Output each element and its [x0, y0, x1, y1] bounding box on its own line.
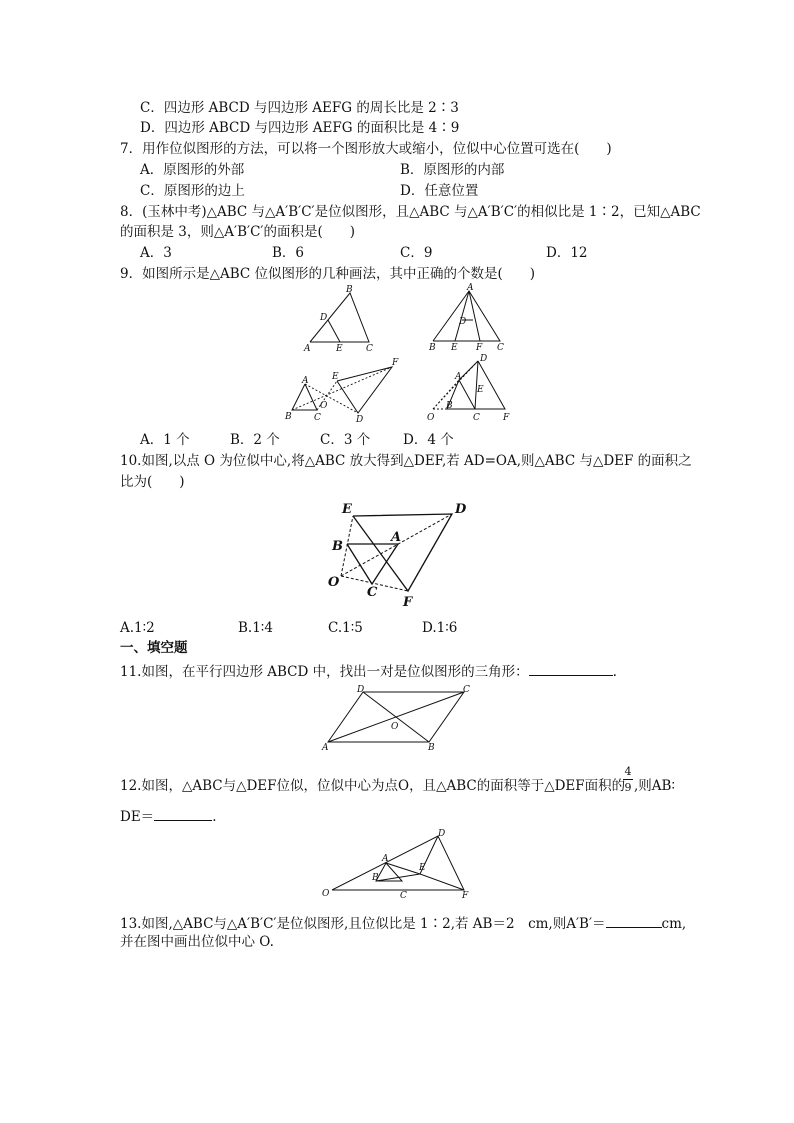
q9-option-c: C．3 个: [320, 432, 371, 448]
q12-fraction-denominator: 9: [624, 781, 632, 794]
q7-option-a: A．原图形的外部: [140, 162, 245, 178]
q12-stem-line1a: 12.如图，△ABC与△DEF位似，位似中心为点O，且△ABC的面积等于△DEF面积的: [120, 778, 626, 794]
q13-stem-line1: [120, 913, 686, 933]
fig3-label-a: A: [302, 376, 309, 386]
fig1-label-b: B: [346, 285, 353, 295]
fig1-label-c: C: [366, 344, 373, 354]
q13-stem-line2: 并在图中画出位似中心 O.: [120, 934, 274, 950]
q12-label-f: F: [462, 891, 469, 901]
q12-label-e: E: [419, 863, 426, 873]
q12-figure: [316, 826, 476, 902]
fig1-label-a: A: [304, 344, 311, 354]
fig4-label-f: F: [503, 413, 510, 423]
q10-option-a: A.1∶2: [120, 620, 155, 636]
fig4-label-a: A: [455, 372, 462, 382]
q7-option-d: D．任意位置: [400, 183, 479, 199]
q10-label-e: E: [342, 502, 352, 517]
q8-stem-line2: 的面积是 3，则△A′B′C′的面积是( ): [120, 224, 355, 240]
q9-option-a: A．1 个: [140, 432, 190, 448]
fig2-label-e: E: [451, 343, 458, 353]
fig3-label-c: C: [314, 413, 321, 423]
q10-stem-line1: 10.如图,以点 O 为位似中心,将△ABC 放大得到△DEF,若 AD=OA,则△ABC 与△DEF 的面积之: [120, 453, 692, 469]
q13-stem-line1a: 13.如图,△ABC与△A′B′C′是位似图形,且位似比是 1∶2,若 AB＝2 cm,则A′B′＝: [120, 916, 606, 932]
fig4-label-d: D: [480, 354, 488, 364]
q11-answer-blank[interactable]: [529, 661, 613, 676]
fig4-label-c: C: [473, 413, 480, 423]
q11-stem: [120, 661, 617, 681]
q10-option-c: C.1∶5: [328, 620, 363, 636]
q8-option-d: D．12: [546, 245, 588, 261]
q10-stem-line2: 比为( ): [120, 474, 185, 490]
q7-option-c: C．原图形的边上: [140, 183, 245, 199]
q11-label-a: A: [322, 743, 329, 753]
fig2-label-b: B: [429, 343, 436, 353]
fig3-label-e: E: [332, 372, 339, 382]
q11-stem-text: 11.如图，在平行四边形 ABCD 中，找出一对是位似图形的三角形：: [120, 664, 529, 680]
q13-answer-blank[interactable]: [606, 913, 662, 928]
q10-label-f: F: [403, 595, 413, 610]
q9-figure-4: [425, 352, 520, 428]
fig3-label-d: D: [356, 415, 364, 425]
q6-option-d: D．四边形 ABCD 与四边形 AEFG 的面积比是 4∶9: [140, 120, 460, 136]
q12-label-o: O: [322, 889, 330, 899]
q11-label-d: D: [357, 685, 365, 695]
q10-label-c: C: [367, 585, 378, 600]
q13-stem-line1b: cm,: [661, 916, 687, 932]
q10-label-o: O: [328, 575, 340, 590]
q11-label-c: C: [463, 685, 470, 695]
q12-label-a: A: [382, 854, 389, 864]
fig1-label-d: D: [320, 313, 328, 323]
fig2-label-d: D: [459, 317, 467, 327]
q12-stem-line1b: ,则AB∶: [634, 778, 675, 794]
q12-stem-line2: [120, 806, 216, 826]
q12-label-c: C: [400, 891, 407, 901]
fig4-label-b: B: [446, 401, 453, 411]
section-title: 一、填空题: [120, 640, 188, 656]
q7-stem: 7．用作位似图形的方法，可以将一个图形放大或缩小，位似中心位置可选在( ): [120, 141, 612, 157]
q12-fraction-numerator: 4: [624, 765, 632, 778]
fig2-label-c: C: [497, 343, 504, 353]
q8-option-a: A．3: [140, 245, 172, 261]
fig4-label-o: O: [427, 413, 435, 423]
fig2-label-f: F: [476, 343, 483, 353]
q10-option-b: B.1∶4: [238, 620, 273, 636]
fig3-label-b: B: [285, 412, 292, 422]
q12-answer-blank[interactable]: [154, 806, 212, 821]
fig2-label-a: A: [467, 283, 474, 293]
q9-figure-1: [300, 285, 390, 355]
q12-label-b: B: [372, 873, 379, 883]
fig4-label-e: E: [477, 385, 484, 395]
q12-stem-line2-text: DE＝: [120, 809, 155, 825]
q10-option-d: D.1∶6: [422, 620, 458, 636]
fig3-label-f: F: [392, 358, 399, 368]
q8-option-c: C．9: [400, 245, 433, 261]
q8-option-b: B．6: [272, 245, 305, 261]
q8-stem-line1: 8．(玉林中考)△ABC 与△A′B′C′是位似图形，且△ABC 与△A′B′C′的相似比是 1∶2，已知△ABC: [120, 204, 701, 220]
q9-option-b: B．2 个: [230, 432, 280, 448]
q10-label-d: D: [455, 502, 467, 517]
q9-stem: 9．如图所示是△ABC 位似图形的几种画法，其中正确的个数是( ): [120, 266, 536, 282]
q9-option-d: D．4 个: [403, 432, 454, 448]
q12-stem-end: .: [212, 809, 217, 825]
q11-label-o: O: [391, 722, 399, 732]
q10-label-a: A: [391, 530, 402, 545]
q9-figure-2: [425, 282, 515, 354]
q9-figure-3: [280, 357, 405, 427]
fig3-label-o: O: [320, 401, 328, 411]
q10-label-b: B: [332, 539, 343, 554]
q12-label-d: D: [438, 829, 446, 839]
q10-figure: [325, 500, 475, 612]
q11-stem-end: .: [612, 664, 617, 680]
q7-option-b: B．原图形的内部: [400, 162, 505, 178]
q6-option-c: C．四边形 ABCD 与四边形 AEFG 的周长比是 2∶3: [140, 100, 459, 116]
q11-label-b: B: [428, 743, 435, 753]
fig1-label-e: E: [336, 344, 343, 354]
q12-fraction-bar: [623, 779, 633, 780]
q11-figure: [318, 683, 478, 753]
